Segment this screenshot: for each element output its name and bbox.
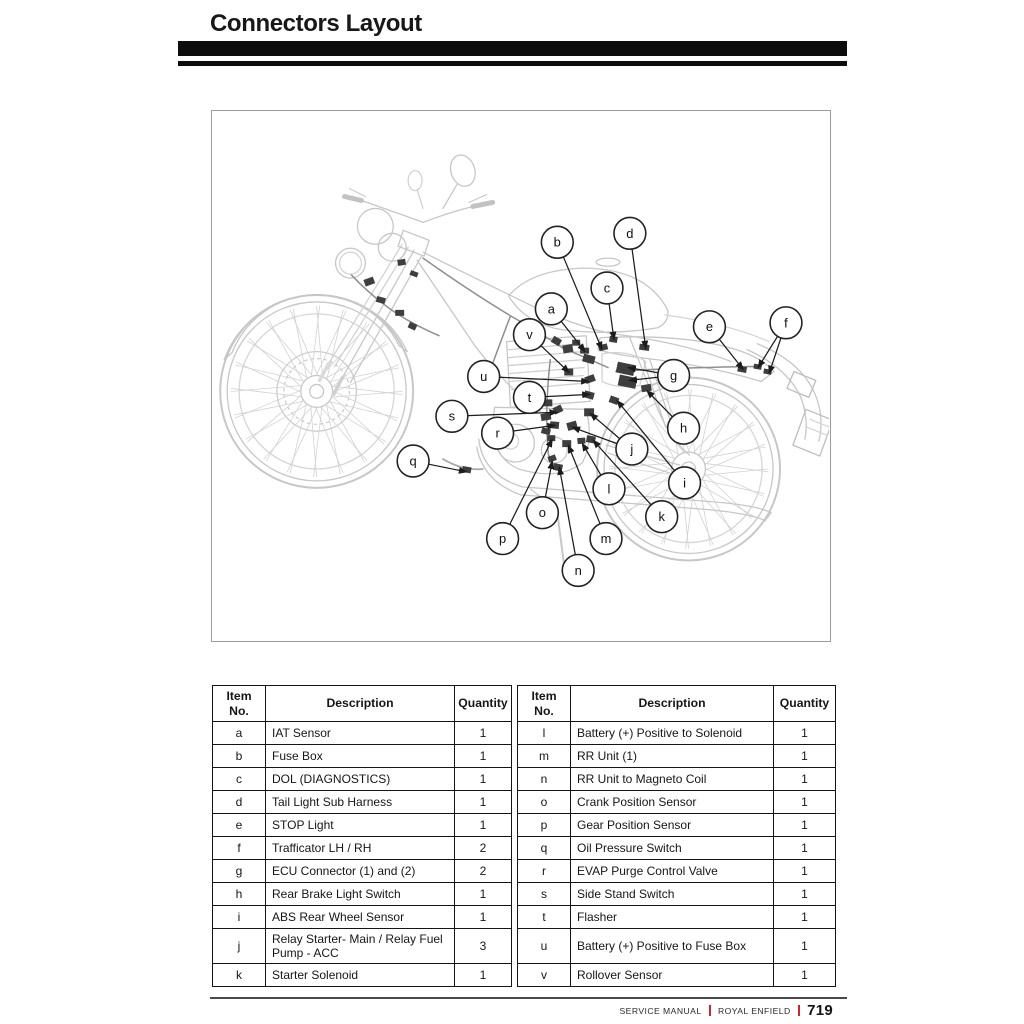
- description-cell: Battery (+) Positive to Fuse Box: [571, 929, 774, 964]
- quantity-cell: 1: [774, 964, 836, 987]
- footer-manual-label: SERVICE MANUAL: [619, 1005, 702, 1016]
- callout-label: v: [526, 327, 533, 343]
- callout-label: a: [547, 301, 555, 317]
- callout-label: o: [538, 505, 546, 521]
- description-cell: RR Unit (1): [571, 745, 774, 768]
- description-cell: Rollover Sensor: [571, 964, 774, 987]
- quantity-cell: 1: [774, 768, 836, 791]
- quantity-cell: 1: [774, 906, 836, 929]
- callout-leader: [769, 338, 781, 374]
- callout-h: [647, 390, 700, 444]
- callout-label: t: [527, 389, 532, 405]
- table-row: [518, 964, 836, 987]
- item-no-cell: n: [518, 768, 571, 791]
- table-row: [213, 814, 512, 837]
- footer-page-number: 719: [807, 1002, 833, 1019]
- title-rule-thick: [178, 41, 847, 56]
- quantity-cell: 1: [774, 860, 836, 883]
- column-header: Quantity: [774, 686, 836, 722]
- description-cell: Relay Starter- Main / Relay Fuel Pump - ACC: [266, 929, 455, 964]
- quantity-cell: 1: [455, 745, 512, 768]
- item-no-cell: s: [518, 883, 571, 906]
- callout-label: h: [679, 420, 688, 436]
- description-cell: Flasher: [571, 906, 774, 929]
- quantity-cell: 3: [455, 929, 512, 964]
- table-row: [213, 883, 512, 906]
- title-rule-thin: [178, 61, 847, 66]
- table-row: [213, 768, 512, 791]
- quantity-cell: 1: [455, 814, 512, 837]
- table-row: [518, 745, 836, 768]
- connectors-diagram: [211, 110, 831, 642]
- callout-label: k: [658, 509, 665, 525]
- item-no-cell: d: [213, 791, 266, 814]
- item-no-cell: v: [518, 964, 571, 987]
- item-no-cell: t: [518, 906, 571, 929]
- description-cell: Tail Light Sub Harness: [266, 791, 455, 814]
- item-no-cell: f: [213, 837, 266, 860]
- footer: [619, 1002, 833, 1019]
- item-no-cell: p: [518, 814, 571, 837]
- callout-label: b: [553, 234, 561, 250]
- page-title: Connectors Layout: [210, 10, 422, 37]
- item-no-cell: u: [518, 929, 571, 964]
- callout-label: l: [607, 481, 611, 497]
- item-no-cell: l: [518, 722, 571, 745]
- callout-leader: [632, 249, 646, 349]
- footer-brand: ROYAL ENFIELD: [717, 1005, 791, 1016]
- callout-n: [559, 467, 594, 586]
- quantity-cell: 1: [774, 745, 836, 768]
- table-row: [213, 929, 512, 964]
- callout-label: n: [574, 562, 582, 578]
- motorcycle-illustration: [220, 152, 829, 571]
- item-no-cell: e: [213, 814, 266, 837]
- connector-table-right: [517, 685, 836, 987]
- item-no-cell: r: [518, 860, 571, 883]
- quantity-cell: 1: [774, 837, 836, 860]
- quantity-cell: 1: [455, 906, 512, 929]
- table-row: [213, 837, 512, 860]
- quantity-cell: 1: [455, 791, 512, 814]
- footer-separator: [798, 1005, 800, 1016]
- table-row: [518, 906, 836, 929]
- table-row: [518, 929, 836, 964]
- description-cell: IAT Sensor: [266, 722, 455, 745]
- item-no-cell: q: [518, 837, 571, 860]
- column-header: Description: [266, 686, 455, 722]
- item-no-cell: h: [213, 883, 266, 906]
- callout-leader: [429, 464, 467, 472]
- table-row: [213, 906, 512, 929]
- quantity-cell: 2: [455, 837, 512, 860]
- item-no-cell: m: [518, 745, 571, 768]
- table-row: [518, 768, 836, 791]
- description-cell: Trafficator LH / RH: [266, 837, 455, 860]
- item-no-cell: g: [213, 860, 266, 883]
- quantity-cell: 1: [774, 883, 836, 906]
- callout-leader: [719, 339, 743, 369]
- callout-label: r: [495, 425, 500, 441]
- callout-label: e: [705, 319, 714, 335]
- item-no-cell: k: [213, 964, 266, 987]
- description-cell: DOL (DIAGNOSTICS): [266, 768, 455, 791]
- callout-label: f: [784, 315, 788, 331]
- quantity-cell: 1: [455, 768, 512, 791]
- item-no-cell: b: [213, 745, 266, 768]
- item-no-cell: i: [213, 906, 266, 929]
- item-no-cell: j: [213, 929, 266, 964]
- quantity-cell: 1: [455, 722, 512, 745]
- callout-e: [694, 311, 744, 370]
- callout-label: q: [409, 453, 417, 469]
- description-cell: Crank Position Sensor: [571, 791, 774, 814]
- quantity-cell: 1: [774, 929, 836, 964]
- quantity-cell: 1: [774, 814, 836, 837]
- quantity-cell: 1: [455, 883, 512, 906]
- callout-label: p: [499, 531, 507, 547]
- description-cell: Gear Position Sensor: [571, 814, 774, 837]
- column-header: Item No.: [213, 686, 266, 722]
- callout-label: j: [630, 441, 634, 457]
- column-header: Quantity: [455, 686, 512, 722]
- description-cell: Oil Pressure Switch: [571, 837, 774, 860]
- quantity-cell: 1: [774, 722, 836, 745]
- quantity-cell: 1: [455, 964, 512, 987]
- callout-layer: [397, 217, 802, 586]
- connector-blocks: [363, 259, 772, 474]
- callout-label: u: [480, 368, 488, 384]
- callout-label: s: [448, 408, 456, 424]
- motorcycle-diagram-svg: [212, 111, 829, 640]
- footer-rule: [210, 997, 847, 999]
- table-row: [518, 883, 836, 906]
- callout-label: i: [683, 475, 687, 491]
- callout-leader: [545, 461, 552, 497]
- callout-leader: [609, 304, 614, 340]
- quantity-cell: 1: [774, 791, 836, 814]
- callout-label: g: [670, 367, 678, 383]
- callout-o: [526, 461, 558, 529]
- description-cell: Fuse Box: [266, 745, 455, 768]
- column-header: Item No.: [518, 686, 571, 722]
- callout-label: m: [600, 531, 612, 547]
- connector-table-left: [212, 685, 512, 987]
- footer-separator: [709, 1005, 711, 1016]
- table-row: [518, 837, 836, 860]
- description-cell: RR Unit to Magneto Coil: [571, 768, 774, 791]
- description-cell: Battery (+) Positive to Solenoid: [571, 722, 774, 745]
- description-cell: ABS Rear Wheel Sensor: [266, 906, 455, 929]
- table-row: [213, 860, 512, 883]
- table-row: [213, 791, 512, 814]
- item-no-cell: c: [213, 768, 266, 791]
- table-row: [518, 722, 836, 745]
- table-row: [518, 814, 836, 837]
- item-no-cell: a: [213, 722, 266, 745]
- description-cell: Rear Brake Light Switch: [266, 883, 455, 906]
- column-header: Description: [571, 686, 774, 722]
- item-no-cell: o: [518, 791, 571, 814]
- callout-label: c: [603, 280, 611, 296]
- description-cell: EVAP Purge Control Valve: [571, 860, 774, 883]
- table-row: [213, 745, 512, 768]
- quantity-cell: 2: [455, 860, 512, 883]
- table-row: [213, 722, 512, 745]
- table-row: [518, 791, 836, 814]
- description-cell: Side Stand Switch: [571, 883, 774, 906]
- description-cell: ECU Connector (1) and (2): [266, 860, 455, 883]
- description-cell: Starter Solenoid: [266, 964, 455, 987]
- table-row: [518, 860, 836, 883]
- callout-q: [397, 445, 467, 477]
- description-cell: STOP Light: [266, 814, 455, 837]
- table-row: [213, 964, 512, 987]
- callout-leader: [545, 394, 590, 396]
- callout-label: d: [626, 225, 634, 241]
